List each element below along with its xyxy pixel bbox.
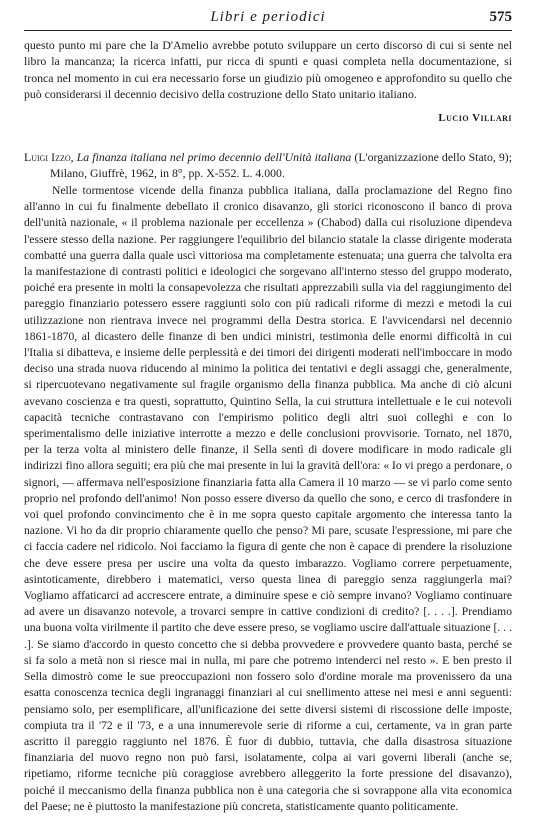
previous-review-conclusion: questo punto mi pare che la D'Amelio avrebbe potuto sviluppare un certo discorso di cui si sente nel libro la mancanza; la ricerca infatti, pur ricca di spunti e quasi completa nella documentazione, si tronca nel momento in cui era necessario forse un giudizio più omogeneo e approfondito su quello che può considerarsi il decennio decisivo della costruzione dello Stato unitario italiano. [24,38,512,102]
journal-section-title: Libri e periodici [210,9,326,25]
reviewer-signature: Lucio Villari [438,112,512,124]
book-citation [24,149,512,182]
book-title: La finanza italiana nel primo decennio dell'Unità italiana [76,150,352,164]
book-page [24,0,512,832]
running-head [24,8,512,31]
page-number: 575 [489,9,512,25]
book-details: (L'organizzazione dello Stato, 9); Milano, Giuffrè, 1962, in 8°, pp. X-552. L. 4.000. [50,150,513,181]
book-author: Luigi Izzo, [24,150,74,164]
review-body: Nelle tormentose vicende della finanza pubblica italiana, dalla proclamazione del Regno fino all'anno in cui fu finalmente debellato il cronico disavanzo, gli storici riconoscono il banco di prova dell'unità nazionale, « il problema nazionale per eccellenza » (Chabod) dalla cui risoluzione dipendeva l'essere stesso della nazione. Per raggiungere l'equilibrio del bilancio statale la classe dirigente moderata combatté una guerra dalla quale uscì vittoriosa ma completamente estenuata; una guerra che talvolta era la manifestazione di contrasti politici e ideologici che sorgevano all'interno stesso del gruppo moderato, poiché era presente in molti la consapevolezza che risultati apprezzabili sulla via del raggiungimento del pareggio finanziario potessero essere raggiunti solo con più radicali riforme di mezzi e metodi la cui utilizzazione non rientrava invece nei programmi della Destra storica. E l'avvicendarsi nel decennio 1861-1870, al dicastero delle finanze di ben undici ministri, testimonia delle enormi difficoltà in cui l'Italia si dibatteva, e insieme delle perplessità e dei timori dei dirigenti moderati nell'imboccare in modo deciso una strada nuova riducendo al minimo la politica dei tentativi e degli assaggi che, generalmente, si ripercuotevano negativamente sul fragile organismo della finanza pubblica. Ma anche di ciò alcuni avevano coscienza e tra questi, soprattutto, Quintino Sella, la cui struttura intellettuale e le cui notevoli capacità tecniche contrastavano con l'empirismo politico degli altri suoi colleghi e con lo sperimentalismo delle iniziative interrotte a mezzo e delle conclusioni provvisorie. Tornato, nel 1870, per la terza volta al ministero delle finanze, il Sella sentì di dovere modificare in modo radicale gli indirizzi fino allora seguiti; era più che mai presente in lui la gravità dell'ora: « Io vi prego a perdonare, o signori, — affermava nell'esposizione finanziaria fatta alla Camera il 10 marzo — se vi parlo come sento proprio nel profondo dell'animo! Non posso essere diverso da quello che sono, e cerco di trasfondere in voi quel profondo convincimento che è in me sopra questo capitale argomento che interessa tanto la nazione. Vi ho da dir proprio chiaramente quello che penso? Mi pare, scusate l'espressione, mi pare che ci faccia cadere nel ridicolo. Noi facciamo la figura di gente che non è capace di prendere la risoluzione che deve essere presa per uscire una volta da questo imbarazzo. Vogliamo correre perpetuamente, asintoticamente, direbbero i matematici, verso questa linea di pareggio senza raggiungerla mai? Vogliamo affaticarci ad accrescere entrate, a diminuire spese e ciò sempre invano? Vogliamo continuare ad avere un disavanzo notevole, a trovarci sempre in cattive condizioni di credito? [. . . .]. Prendiamo una buona volta virilmente il partito che deve essere preso, se vogliamo uscire dall'attuale situazione [. . . .]. Se siamo d'accordo in questo concetto che si debba provvedere e provvedere quanto basta, perché se si fa solo a metà non si riesce mai in nulla, mi pare che potremo intenderci nel resto ». E ben presto il Sella dimostrò come le sue preoccupazioni non fossero solo d'ordine morale ma provenissero da una esatta conoscenza tecnica degli ingranaggi finanziari al cui snellimento attese nei mesi e anni seguenti: pensiamo solo, per esemplificare, all'unificazione dei sette diversi sistemi di riscossione delle imposte, compiuta tra il '72 e il '73, e a una innumerevole serie di riforme a cui, certamente, va in gran parte ascritto il pareggio raggiunto nel 1876. È fuor di dubbio, tuttavia, che dalla disastrosa situazione finanziaria del nuovo regno non può farsi, isolatamente, colpa ai vari governi liberali (anche se, ripetiamo, riforme tecniche più coraggiose avrebbero alleggerito la forte pressione del disavanzo), poiché il meccanismo della finanza pubblica non è una categoria che si sovrappone alla vita economica del Paese; ne è piuttosto la manifestazione più concreta, statisticamente quanto politicamente. [24,184,512,813]
